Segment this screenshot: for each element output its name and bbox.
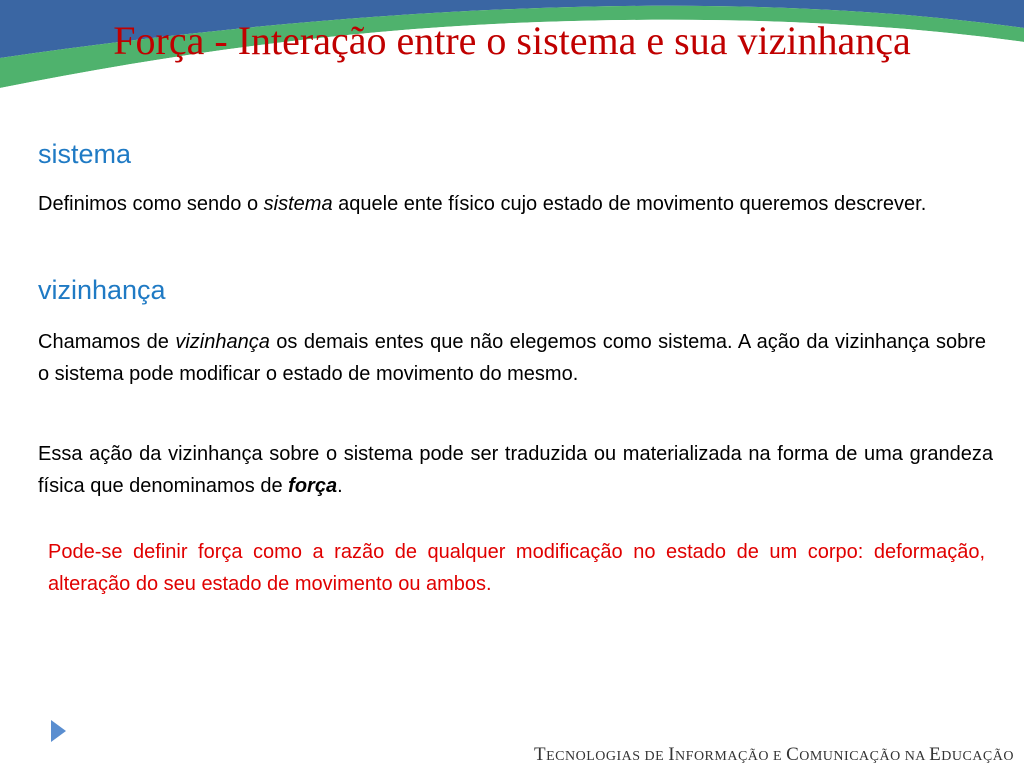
paragraph-vizinhanca-definition: Chamamos de vizinhança os demais entes que não elegemos como sistema. A ação da vizinhança sobre o sistema pode modificar o estado de movimento do mesmo.	[38, 331, 986, 385]
term-forca: força	[288, 475, 338, 497]
term-sistema: sistema	[263, 193, 333, 215]
slide-title: Força - Interação entre o sistema e sua vizinhança	[113, 18, 911, 63]
term-vizinhanca: vizinhança	[175, 331, 270, 353]
footer-brand: TECNOLOGIAS DE INFORMAÇÃO E COMUNICAÇÃO NA EDUCAÇÃO	[534, 744, 1014, 765]
paragraph-forca-intro: Essa ação da vizinhança sobre o sistema pode ser traduzida ou materializada na forma de uma grandeza física que denominamos de força.	[38, 443, 993, 497]
heading-vizinhanca: vizinhança	[38, 275, 166, 305]
highlight-forca-definition: Pode-se definir força como a razão de qualquer modificação no estado de um corpo: deformação, alteração do seu estado de movimento ou ambos.	[48, 541, 985, 595]
next-arrow-icon[interactable]	[48, 718, 68, 744]
paragraph-sistema-definition: Definimos como sendo o sistema aquele ente físico cujo estado de movimento queremos descrever.	[38, 193, 927, 215]
heading-sistema: sistema	[38, 139, 132, 169]
